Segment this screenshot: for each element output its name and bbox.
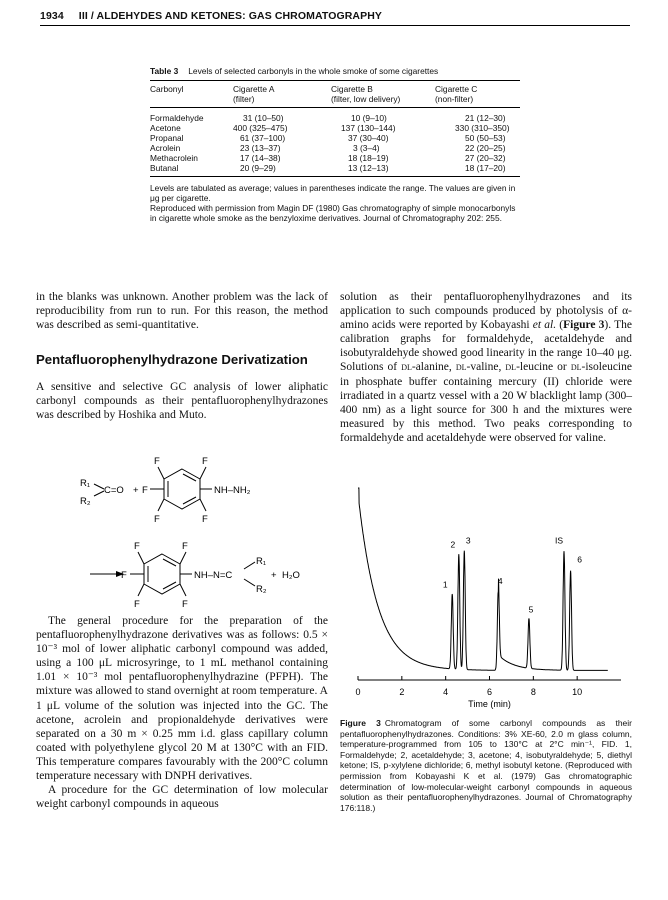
scheme-label: F [134,541,140,552]
col-header: Cigarette C (non-filter) [435,84,478,104]
scheme-label: C=O [104,485,124,496]
x-tick-label: 4 [443,687,449,697]
paragraph: The general procedure for the preparation of the pentafluorophenylhydrazone derivatives was as follows: 0.5 × 10⁻³ mol of lower aliphatic carbonyl compound was added, using a 100 μL microsyringe, to 1 mL methanol containing 1.01 × 10⁻³ mol pentafluorophenylhydrazine (PFPH). The mixture was allowed to stand overnight at room temperature. A 1 μL volume of the solution was injected into the GC. The acetone, acrolein and propionaldehyde derivatives were separated on a 30 m × 0.25 mm i.d. glass capillary column coated with polyethylene glycol 20 M at 130°C with an FID. This temperature compares favourably with the 200°C column temperature necessary with DNPH derivatives. [36,615,328,783]
table-bottom-rule [150,176,520,177]
section-heading: Pentafluorophenylhydrazone Derivatization [36,352,308,368]
x-tick-label: 10 [572,687,583,697]
scheme-label: H₂O [282,570,300,581]
figure-caption [340,718,632,813]
chromatogram-trace [358,488,608,670]
paragraph: in the blanks was unknown. Another problem was the lack of reproducibility from run to run. For this reason, the method was described as semi-quantitative. [36,291,328,332]
reaction-scheme [80,434,330,610]
page-number: 1934 [40,10,64,22]
table-title: Levels of selected carbonyls in the whole smoke of some cigarettes [188,66,439,76]
running-header [40,10,630,22]
peak-label: 5 [528,604,534,615]
table-mid-rule [150,107,520,108]
table-body [150,113,520,173]
right-column [340,290,632,445]
scheme-label: NH–N=C [194,570,233,581]
left-column-top [36,290,328,423]
peak-label: 3 [465,535,471,546]
col-header: Cigarette A (filter) [233,84,275,104]
benzene-ring [144,554,180,594]
col-header: Cigarette B (filter, low delivery) [331,84,401,104]
peak-label: 4 [497,575,503,586]
scheme-label: F [154,456,160,467]
running-title: III / ALDEHYDES AND KETONES: GAS CHROMATOGRAPHY [78,10,382,22]
table-row: Methacrolein 17 (14–38) 18 (18–19) 27 (20–32) [150,153,506,163]
table-top-rule [150,80,520,81]
figure-caption-text: Chromatogram of some carbonyl compounds as their pentafluorophenylhydrazones. Conditions: 3% XE-60, 2.0 m glass column, temperature-programmed from 105 to 130°C at 2°C min⁻¹, FID. 1, Formaldehyde; 2, acetaldehyde; 3, acetone; 4, isobutyraldehyde; 5, diethyl ketone; IS, p-xylylene dichloride; 6, methyl isobutyl ketone. (Reproduced with permission from Kobayashi K et al. (1979) Gas chromatographic determination of low-molecular-weight carbonyl compounds in aqueous solution as their pentafluorophenylhydrazones. Journal of Chromatography 176:118.) [340,718,632,813]
table-3 [150,66,520,223]
table-note: Levels are tabulated as average; values in parentheses indicate the range. The values are given in μg per cigarette. [150,183,516,203]
scheme-label: F [182,541,188,552]
col-header: Carbonyl [150,84,184,94]
figure-label: Figure 3 [340,718,381,728]
scheme-label: + [133,485,139,496]
x-tick-label: 8 [530,687,536,697]
x-tick-label: 6 [486,687,493,697]
header-rule [40,25,630,26]
paragraph: A procedure for the GC determination of low molecular weight carbonyl compounds in aqueous [36,784,328,811]
scheme-label: F [202,456,208,467]
peak-label: 1 [442,579,448,590]
peak-label: 6 [577,554,582,565]
scheme-label: NH–NH₂ [214,485,251,496]
scheme-label: F [202,514,208,525]
table-row: Propanal 61 (37–100) 37 (30–40) 50 (50–53) [150,133,506,143]
table-header [150,84,520,104]
table-note: Reproduced with permission from Magin DF (1980) Gas chromatography of simple monocarbonyls in cigarette whole smoke as the benzyloxime derivatives. Journal of Chromatography 202: 255. [150,203,516,223]
scheme-label: F [142,485,148,496]
table-row: Acrolein 23 (13–37) 3 (3–4) 22 (20–25) [150,143,506,153]
scheme-label: R₂ [80,496,91,507]
scheme-label: R₁ [256,556,267,567]
scheme-label: R₂ [256,584,267,595]
paragraph: A sensitive and selective GC analysis of lower aliphatic carbonyl compounds as their pentafluorophenylhydrazones was described by Hoshika and Muto. [36,381,328,422]
scheme-label: + [271,570,277,581]
scheme-label: R₁ [80,478,91,489]
table-row: Butanal 20 (9–29) 13 (12–13) 18 (17–20) [150,163,506,173]
scheme-label: F [154,514,160,525]
chromatogram-figure [340,480,632,715]
table-label: Table 3 [150,66,179,76]
peak-label: IS [555,535,564,546]
scheme-label: F [182,599,188,610]
table-caption [150,66,520,76]
x-axis-label: Time (min) [468,699,511,709]
table-row: Acetone 400 (325–475) 137 (130–144) 330 (310–350) [150,123,510,133]
paragraph: solution as their pentafluorophenylhydrazones and its application to such compounds produced by photolysis of α-amino acids were reported by Kobayashi et al. (Figure 3). The calibration graphs for formaldehyde, acetaldehyde and isobutyraldehyde showed good linearity in the range 10–40 μg. Solutions of dl-alanine, dl-valine, dl-leucine or dl-isoleucine in phosphate buffer containing mercury (II) chloride were irradiated in a quartz vessel with a 20 W blacklight lamp (300–400 nm) as a light source for 300 h and the mixtures were measured by this method. Two peaks corresponding to formaldehyde and acetaldehyde were observed for valine. [340,291,632,444]
scheme-label: F [121,570,127,581]
table-notes [150,183,520,223]
peak-label: 2 [450,539,456,550]
left-column-bottom [36,614,328,811]
x-tick-label: 0 [355,687,361,697]
benzene-ring [164,469,200,509]
scheme-label: F [134,599,140,610]
x-tick-label: 2 [399,687,405,697]
table-row: Formaldehyde 31 (10–50) 10 (9–10) 21 (12–30) [150,113,506,123]
